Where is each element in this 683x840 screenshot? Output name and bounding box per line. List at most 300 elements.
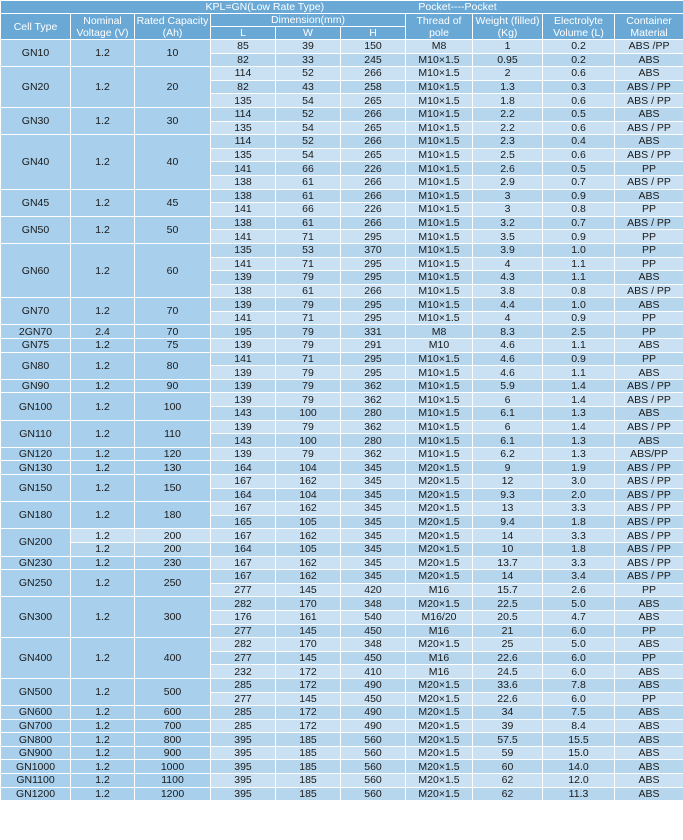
electrolyte-volume: 0.8 <box>543 284 615 298</box>
weight: 2.3 <box>473 135 543 149</box>
dim-W: 33 <box>276 53 341 67</box>
dim-W: 79 <box>276 379 341 393</box>
nominal-voltage: 1.2 <box>71 706 135 720</box>
thread-of-pole: M10×1.5 <box>406 366 473 380</box>
thread-of-pole: M20×1.5 <box>406 678 473 692</box>
weight: 6 <box>473 393 543 407</box>
electrolyte-volume: 1.8 <box>543 542 615 556</box>
nominal-voltage: 1.2 <box>71 107 135 134</box>
thread-of-pole: M16/20 <box>406 610 473 624</box>
dim-H: 295 <box>341 230 406 244</box>
weight: 12 <box>473 475 543 489</box>
container-material: ABS <box>615 774 683 788</box>
dim-H: 150 <box>341 40 406 54</box>
rated-capacity: 250 <box>135 570 211 597</box>
nominal-voltage: 1.2 <box>71 774 135 788</box>
weight: 1.8 <box>473 94 543 108</box>
dim-H: 295 <box>341 257 406 271</box>
header-container: Container Material <box>615 14 683 40</box>
thread-of-pole: M20×1.5 <box>406 502 473 516</box>
thread-of-pole: M20×1.5 <box>406 488 473 502</box>
cell-type: GN75 <box>1 339 71 353</box>
dim-L: 277 <box>211 651 276 665</box>
thread-of-pole: M16 <box>406 583 473 597</box>
electrolyte-volume: 1.4 <box>543 420 615 434</box>
weight: 24.5 <box>473 665 543 679</box>
table-row <box>1 352 683 366</box>
thread-of-pole: M20×1.5 <box>406 733 473 747</box>
dim-L: 395 <box>211 746 276 760</box>
weight: 0.95 <box>473 53 543 67</box>
cell-type: GN40 <box>1 135 71 189</box>
rated-capacity: 180 <box>135 502 211 529</box>
dim-W: 71 <box>276 257 341 271</box>
dim-H: 295 <box>341 366 406 380</box>
table-row <box>1 393 683 407</box>
dim-H: 345 <box>341 529 406 543</box>
electrolyte-volume: 0.9 <box>543 311 615 325</box>
weight: 57.5 <box>473 733 543 747</box>
table-row <box>1 706 683 720</box>
thread-of-pole: M10×1.5 <box>406 175 473 189</box>
rated-capacity: 75 <box>135 339 211 353</box>
container-material: ABS / PP <box>615 515 683 529</box>
dim-L: 395 <box>211 733 276 747</box>
container-material: ABS / PP <box>615 461 683 475</box>
rated-capacity: 400 <box>135 638 211 679</box>
thread-of-pole: M16 <box>406 651 473 665</box>
table-row <box>1 570 683 584</box>
nominal-voltage: 1.2 <box>71 787 135 801</box>
container-material: PP <box>615 583 683 597</box>
weight: 1 <box>473 40 543 54</box>
dim-H: 362 <box>341 393 406 407</box>
dim-H: 266 <box>341 216 406 230</box>
nominal-voltage: 1.2 <box>71 760 135 774</box>
electrolyte-volume: 0.8 <box>543 203 615 217</box>
dim-H: 245 <box>341 53 406 67</box>
rated-capacity: 45 <box>135 189 211 216</box>
container-material: ABS / PP <box>615 556 683 570</box>
thread-of-pole: M20×1.5 <box>406 570 473 584</box>
header-row-1 <box>1 14 683 27</box>
cell-type: GN1000 <box>1 760 71 774</box>
dim-H: 266 <box>341 67 406 81</box>
weight: 13 <box>473 502 543 516</box>
dim-W: 162 <box>276 475 341 489</box>
dim-W: 54 <box>276 94 341 108</box>
weight: 21 <box>473 624 543 638</box>
table-row <box>1 339 683 353</box>
table-row <box>1 243 683 257</box>
dim-W: 185 <box>276 746 341 760</box>
thread-of-pole: M10×1.5 <box>406 148 473 162</box>
cell-type: GN230 <box>1 556 71 570</box>
nominal-voltage: 1.2 <box>71 556 135 570</box>
rated-capacity: 50 <box>135 216 211 243</box>
container-material: ABS / PP <box>615 502 683 516</box>
electrolyte-volume: 12.0 <box>543 774 615 788</box>
weight: 9.4 <box>473 515 543 529</box>
dim-W: 71 <box>276 230 341 244</box>
table-row <box>1 379 683 393</box>
dim-L: 139 <box>211 339 276 353</box>
rated-capacity: 200 <box>135 542 211 556</box>
dim-H: 490 <box>341 719 406 733</box>
dim-W: 52 <box>276 67 341 81</box>
weight: 2 <box>473 67 543 81</box>
thread-of-pole: M10×1.5 <box>406 121 473 135</box>
thread-of-pole: M20×1.5 <box>406 461 473 475</box>
dim-H: 258 <box>341 80 406 94</box>
dim-H: 420 <box>341 583 406 597</box>
dim-L: 82 <box>211 53 276 67</box>
dim-W: 53 <box>276 243 341 257</box>
container-material: ABS <box>615 733 683 747</box>
dim-W: 79 <box>276 393 341 407</box>
dim-L: 167 <box>211 529 276 543</box>
electrolyte-volume: 1.8 <box>543 515 615 529</box>
thread-of-pole: M10×1.5 <box>406 243 473 257</box>
dim-H: 345 <box>341 542 406 556</box>
dim-L: 114 <box>211 135 276 149</box>
table-row <box>1 189 683 203</box>
dim-W: 39 <box>276 40 341 54</box>
cell-type: GN180 <box>1 502 71 529</box>
rated-capacity: 110 <box>135 420 211 447</box>
weight: 6.2 <box>473 447 543 461</box>
dim-W: 79 <box>276 366 341 380</box>
thread-of-pole: M16 <box>406 665 473 679</box>
weight: 3 <box>473 189 543 203</box>
thread-of-pole: M10×1.5 <box>406 189 473 203</box>
weight: 2.9 <box>473 175 543 189</box>
dim-L: 135 <box>211 243 276 257</box>
cell-type: GN10 <box>1 40 71 67</box>
weight: 4.6 <box>473 366 543 380</box>
electrolyte-volume: 1.3 <box>543 407 615 421</box>
rated-capacity: 70 <box>135 298 211 325</box>
dim-H: 560 <box>341 774 406 788</box>
nominal-voltage: 1.2 <box>71 135 135 189</box>
thread-of-pole: M20×1.5 <box>406 529 473 543</box>
cell-type: GN110 <box>1 420 71 447</box>
table-row <box>1 67 683 81</box>
dim-L: 139 <box>211 271 276 285</box>
dim-W: 170 <box>276 638 341 652</box>
rated-capacity: 900 <box>135 746 211 760</box>
thread-of-pole: M16 <box>406 624 473 638</box>
weight: 22.6 <box>473 651 543 665</box>
dim-H: 226 <box>341 203 406 217</box>
dim-H: 266 <box>341 189 406 203</box>
thread-of-pole: M10×1.5 <box>406 352 473 366</box>
weight: 39 <box>473 719 543 733</box>
weight: 3.2 <box>473 216 543 230</box>
container-material: ABS /PP <box>615 40 683 54</box>
weight: 62 <box>473 787 543 801</box>
header-thread: Thread of pole <box>406 14 473 40</box>
cell-type: GN800 <box>1 733 71 747</box>
thread-of-pole: M20×1.5 <box>406 597 473 611</box>
dim-L: 282 <box>211 597 276 611</box>
electrolyte-volume: 0.9 <box>543 230 615 244</box>
cell-type: GN70 <box>1 298 71 325</box>
weight: 4 <box>473 311 543 325</box>
weight: 8.3 <box>473 325 543 339</box>
thread-of-pole: M10×1.5 <box>406 447 473 461</box>
dim-W: 105 <box>276 515 341 529</box>
cell-type: GN130 <box>1 461 71 475</box>
weight: 2.2 <box>473 121 543 135</box>
dim-W: 100 <box>276 407 341 421</box>
weight: 14 <box>473 529 543 543</box>
rated-capacity: 40 <box>135 135 211 189</box>
nominal-voltage: 1.2 <box>71 570 135 597</box>
nominal-voltage: 1.2 <box>71 189 135 216</box>
dim-H: 295 <box>341 311 406 325</box>
dim-L: 135 <box>211 121 276 135</box>
thread-of-pole: M10×1.5 <box>406 379 473 393</box>
nominal-voltage: 1.2 <box>71 40 135 67</box>
dim-L: 139 <box>211 366 276 380</box>
thread-of-pole: M10×1.5 <box>406 94 473 108</box>
electrolyte-volume: 3.4 <box>543 570 615 584</box>
electrolyte-volume: 0.7 <box>543 216 615 230</box>
dim-H: 266 <box>341 175 406 189</box>
table-row <box>1 597 683 611</box>
thread-of-pole: M8 <box>406 40 473 54</box>
rated-capacity: 200 <box>135 529 211 543</box>
container-material: ABS <box>615 298 683 312</box>
dim-H: 345 <box>341 515 406 529</box>
dim-L: 285 <box>211 678 276 692</box>
dim-L: 141 <box>211 230 276 244</box>
thread-of-pole: M20×1.5 <box>406 692 473 706</box>
dim-W: 79 <box>276 447 341 461</box>
dim-W: 52 <box>276 135 341 149</box>
electrolyte-volume: 0.5 <box>543 107 615 121</box>
thread-of-pole: M20×1.5 <box>406 746 473 760</box>
cell-type: GN200 <box>1 529 71 556</box>
rated-capacity: 20 <box>135 67 211 108</box>
electrolyte-volume: 15.0 <box>543 746 615 760</box>
weight: 10 <box>473 542 543 556</box>
weight: 6.1 <box>473 434 543 448</box>
dim-L: 167 <box>211 502 276 516</box>
rated-capacity: 600 <box>135 706 211 720</box>
dim-H: 345 <box>341 570 406 584</box>
cell-type: GN45 <box>1 189 71 216</box>
thread-of-pole: M8 <box>406 325 473 339</box>
dim-W: 71 <box>276 352 341 366</box>
weight: 3.9 <box>473 243 543 257</box>
dim-H: 362 <box>341 420 406 434</box>
thread-of-pole: M10×1.5 <box>406 80 473 94</box>
container-material: ABS / PP <box>615 175 683 189</box>
cell-type: GN700 <box>1 719 71 733</box>
electrolyte-volume: 6.0 <box>543 692 615 706</box>
header-electrolyte: Electrolyte Volume (L) <box>543 14 615 40</box>
rated-capacity: 300 <box>135 597 211 638</box>
dim-W: 105 <box>276 542 341 556</box>
nominal-voltage: 1.2 <box>71 298 135 325</box>
weight: 4.4 <box>473 298 543 312</box>
table-row <box>1 760 683 774</box>
nominal-voltage: 1.2 <box>71 502 135 529</box>
table-title <box>1 1 683 14</box>
table-row <box>1 475 683 489</box>
nominal-voltage: 1.2 <box>71 529 135 543</box>
electrolyte-volume: 5.0 <box>543 597 615 611</box>
header-rated-capacity: Rated Capacity (Ah) <box>135 14 211 40</box>
electrolyte-volume: 3.3 <box>543 556 615 570</box>
table-row <box>1 787 683 801</box>
weight: 9.3 <box>473 488 543 502</box>
dim-L: 395 <box>211 760 276 774</box>
thread-of-pole: M20×1.5 <box>406 475 473 489</box>
container-material: ABS <box>615 610 683 624</box>
container-material: PP <box>615 257 683 271</box>
electrolyte-volume: 11.3 <box>543 787 615 801</box>
nominal-voltage: 1.2 <box>71 746 135 760</box>
cell-type: GN500 <box>1 678 71 705</box>
dim-W: 104 <box>276 488 341 502</box>
weight: 34 <box>473 706 543 720</box>
container-material: ABS <box>615 107 683 121</box>
container-material: ABS <box>615 706 683 720</box>
dim-H: 265 <box>341 94 406 108</box>
dim-L: 114 <box>211 107 276 121</box>
thread-of-pole: M10×1.5 <box>406 434 473 448</box>
container-material: ABS / PP <box>615 570 683 584</box>
rated-capacity: 100 <box>135 393 211 420</box>
electrolyte-volume: 3.3 <box>543 529 615 543</box>
dim-L: 141 <box>211 203 276 217</box>
table-row <box>1 502 683 516</box>
header-W: W <box>276 27 341 40</box>
table-row <box>1 107 683 121</box>
weight: 2.5 <box>473 148 543 162</box>
cell-type: 2GN70 <box>1 325 71 339</box>
container-material: ABS / PP <box>615 94 683 108</box>
dim-H: 490 <box>341 706 406 720</box>
table-title-row <box>1 1 683 14</box>
dim-W: 145 <box>276 692 341 706</box>
dim-L: 282 <box>211 638 276 652</box>
thread-of-pole: M10×1.5 <box>406 284 473 298</box>
dim-L: 285 <box>211 706 276 720</box>
container-material: ABS / PP <box>615 379 683 393</box>
nominal-voltage: 1.2 <box>71 447 135 461</box>
container-material: PP <box>615 325 683 339</box>
container-material: ABS <box>615 67 683 81</box>
dim-W: 185 <box>276 760 341 774</box>
dim-H: 226 <box>341 162 406 176</box>
cell-type: GN1100 <box>1 774 71 788</box>
weight: 62 <box>473 774 543 788</box>
dim-L: 141 <box>211 162 276 176</box>
dim-H: 295 <box>341 271 406 285</box>
rated-capacity: 70 <box>135 325 211 339</box>
weight: 2.6 <box>473 162 543 176</box>
dim-H: 540 <box>341 610 406 624</box>
dim-L: 139 <box>211 298 276 312</box>
weight: 4.6 <box>473 339 543 353</box>
dim-W: 79 <box>276 298 341 312</box>
electrolyte-volume: 0.6 <box>543 121 615 135</box>
thread-of-pole: M10×1.5 <box>406 107 473 121</box>
thread-of-pole: M20×1.5 <box>406 638 473 652</box>
dim-L: 138 <box>211 284 276 298</box>
rated-capacity: 800 <box>135 733 211 747</box>
dim-W: 172 <box>276 678 341 692</box>
dim-H: 362 <box>341 379 406 393</box>
weight: 60 <box>473 760 543 774</box>
table-row <box>1 678 683 692</box>
header-cell-type: Cell Type <box>1 14 71 40</box>
electrolyte-volume: 7.5 <box>543 706 615 720</box>
container-material: ABS / PP <box>615 80 683 94</box>
dim-W: 172 <box>276 719 341 733</box>
thread-of-pole: M10×1.5 <box>406 53 473 67</box>
dim-H: 266 <box>341 284 406 298</box>
nominal-voltage: 1.2 <box>71 719 135 733</box>
electrolyte-volume: 6.0 <box>543 665 615 679</box>
container-material: ABS <box>615 746 683 760</box>
container-material: PP <box>615 352 683 366</box>
cell-type: GN600 <box>1 706 71 720</box>
rated-capacity: 10 <box>135 40 211 67</box>
dim-L: 167 <box>211 475 276 489</box>
container-material: ABS / PP <box>615 475 683 489</box>
dim-L: 143 <box>211 434 276 448</box>
dim-W: 52 <box>276 107 341 121</box>
electrolyte-volume: 0.7 <box>543 175 615 189</box>
electrolyte-volume: 14.0 <box>543 760 615 774</box>
weight: 4.3 <box>473 271 543 285</box>
table-row <box>1 529 683 543</box>
container-material: ABS/PP <box>615 447 683 461</box>
weight: 6.1 <box>473 407 543 421</box>
table-body <box>1 40 683 801</box>
dim-L: 139 <box>211 420 276 434</box>
dim-H: 410 <box>341 665 406 679</box>
dim-W: 162 <box>276 556 341 570</box>
electrolyte-volume: 1.1 <box>543 257 615 271</box>
cell-type: GN1200 <box>1 787 71 801</box>
dim-W: 61 <box>276 284 341 298</box>
nominal-voltage: 1.2 <box>71 393 135 420</box>
rated-capacity: 80 <box>135 352 211 379</box>
container-material: PP <box>615 311 683 325</box>
dim-L: 141 <box>211 311 276 325</box>
nominal-voltage: 1.2 <box>71 678 135 705</box>
table-row <box>1 40 683 54</box>
container-material: ABS <box>615 366 683 380</box>
container-material: ABS <box>615 135 683 149</box>
thread-of-pole: M20×1.5 <box>406 787 473 801</box>
title-left: KPL=GN(Low Rate Type) <box>205 1 325 13</box>
table-row <box>1 135 683 149</box>
dim-H: 560 <box>341 733 406 747</box>
container-material: ABS / PP <box>615 488 683 502</box>
rated-capacity: 700 <box>135 719 211 733</box>
cell-type: GN150 <box>1 475 71 502</box>
container-material: ABS / PP <box>615 393 683 407</box>
dim-L: 165 <box>211 515 276 529</box>
electrolyte-volume: 0.2 <box>543 53 615 67</box>
